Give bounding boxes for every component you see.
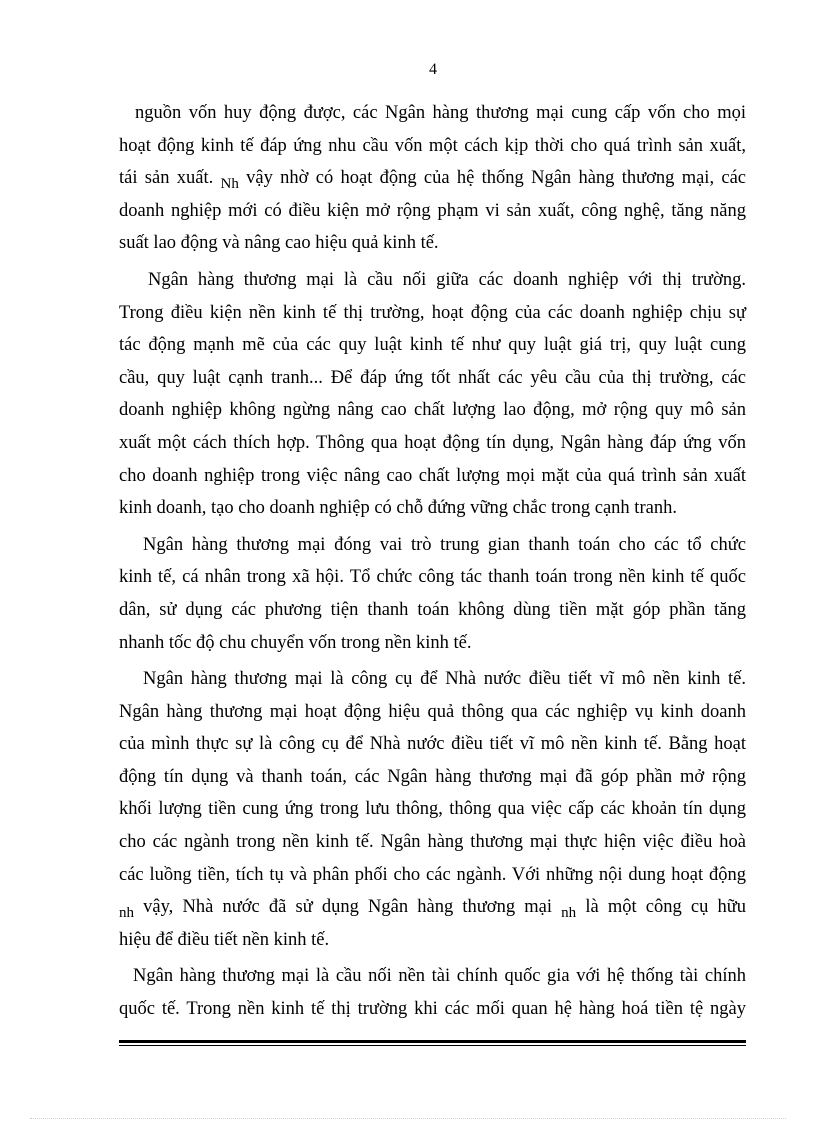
text-line — [119, 793, 746, 826]
text-segment: Trong điều kiện nền kinh tế thị trường, hoạt động của các doanh nghiệp chịu sự — [119, 302, 746, 323]
text-segment: doanh nghiệp mới có điều kiện mở rộng phạm vi sản xuất, công nghệ, tăng năng — [119, 200, 746, 221]
text-segment: kinh tế, cá nhân trong xã hội. Tổ chức công tác thanh toán trong nền kinh tế quốc — [119, 567, 746, 588]
text-segment: của mình thực sự là công cụ để Nhà nước điều tiết vĩ mô nền kinh tế. Bằng hoạt — [119, 734, 746, 755]
text-line — [119, 663, 746, 696]
text-segment: cho các ngành trong nền kinh tế. Ngân hàng thương mại thực hiện việc điều hoà — [119, 832, 746, 853]
text-segment: động tín dụng và thanh toán, các Ngân hàng thương mại đã góp phần mở rộng — [119, 766, 746, 787]
text-line — [119, 561, 746, 594]
text-line — [119, 427, 746, 460]
text-segment: cho doanh nghiệp trong việc nâng cao chất lượng mọi mặt của quá trình sản xuất — [119, 465, 746, 486]
text-segment: tác động mạnh mẽ của các quy luật kinh tế như quy luật giá trị, quy luật cung — [119, 335, 746, 356]
text-line — [119, 859, 746, 892]
text-segment: hoạt động kinh tế đáp ứng nhu cầu vốn một cách kịp thời cho quá trình sản xuất, — [119, 135, 746, 156]
text-line — [119, 195, 746, 228]
text-line — [119, 594, 746, 627]
text-line — [119, 891, 746, 924]
text-segment: Ngân hàng thương mại là cầu nối giữa các doanh nghiệp với thị trường. — [148, 269, 746, 290]
text-segment: suất lao động và nâng cao hiệu quả kinh tế. — [119, 233, 439, 254]
text-line — [119, 97, 746, 130]
text-segment: hiệu để điều tiết nền kinh tế. — [119, 929, 330, 950]
text-line — [119, 960, 746, 993]
text-line — [119, 529, 746, 562]
text-line — [119, 627, 746, 660]
text-line — [119, 162, 746, 195]
text-line — [119, 362, 746, 395]
page-edge-divider — [30, 1118, 786, 1119]
text-segment: tái sản xuất. — [119, 168, 214, 189]
text-segment: Ngân hàng thương mại là công cụ để Nhà nước điều tiết vĩ mô nền kinh tế. — [143, 669, 746, 690]
text-segment: các luồng tiền, tích tụ và phân phối cho các ngành. Với những nội dung hoạt động — [119, 864, 746, 885]
text-segment: vậy nhờ có hoạt động của hệ thống Ngân hàng thương mại, các — [246, 168, 746, 189]
footer-rule-thick — [119, 1040, 746, 1043]
text-line — [119, 924, 746, 957]
text-segment: Ngân hàng thương mại là cầu nối nền tài chính quốc gia với hệ thống tài chính — [133, 966, 746, 987]
text-segment: dân, sử dụng các phương tiện thanh toán không dùng tiền mặt góp phần tăng — [119, 599, 746, 620]
subscript-fragment: Nh — [220, 176, 239, 193]
text-line — [119, 329, 746, 362]
text-line — [119, 492, 746, 525]
text-segment: khối lượng tiền cung ứng trong lưu thông, thông qua việc cấp các khoản tín dụng — [119, 799, 746, 820]
text-segment: xuất một cách thích hợp. Thông qua hoạt động tín dụng, Ngân hàng đáp ứng vốn — [119, 432, 746, 453]
text-line — [119, 130, 746, 163]
text-segment: quốc tế. Trong nền kinh tế thị trường khi các mối quan hệ hàng hoá tiền tệ ngày — [119, 999, 746, 1020]
document-body — [119, 97, 746, 1026]
text-line — [119, 696, 746, 729]
text-segment: Ngân hàng thương mại đóng vai trò trung gian thanh toán cho các tổ chức — [143, 534, 746, 555]
footer-rule-thin — [119, 1045, 746, 1046]
text-segment: nguồn vốn huy động được, các Ngân hàng thương mại cung cấp vốn cho mọi — [135, 103, 746, 123]
text-segment: Ngân hàng thương mại hoạt động hiệu quả thông qua các nghiệp vụ kinh doanh — [119, 701, 746, 722]
text-line — [119, 993, 746, 1026]
text-line — [119, 460, 746, 493]
text-segment: kinh doanh, tạo cho doanh nghiệp có chỗ đứng vững chắc trong cạnh tranh. — [119, 498, 677, 519]
page-number: 4 — [429, 61, 437, 78]
text-line — [119, 227, 746, 260]
text-line — [119, 728, 746, 761]
subscript-fragment: nh — [119, 905, 134, 922]
text-segment: nhanh tốc độ chu chuyển vốn trong nền kinh tế. — [119, 632, 472, 653]
text-line — [119, 761, 746, 794]
text-segment: vậy, Nhà nước đã sử dụng Ngân hàng thương mại — [143, 897, 552, 918]
text-segment: cầu, quy luật cạnh tranh... Để đáp ứng tốt nhất các yêu cầu của thị trường, các — [119, 367, 746, 388]
text-line — [119, 826, 746, 859]
text-segment: doanh nghiệp không ngừng nâng cao chất lượng lao động, mở rộng quy mô sản — [119, 400, 746, 421]
text-line — [119, 394, 746, 427]
text-line — [119, 297, 746, 330]
text-segment: là một công cụ hữu — [585, 897, 747, 918]
subscript-fragment: nh — [561, 905, 577, 922]
text-line — [119, 264, 746, 297]
